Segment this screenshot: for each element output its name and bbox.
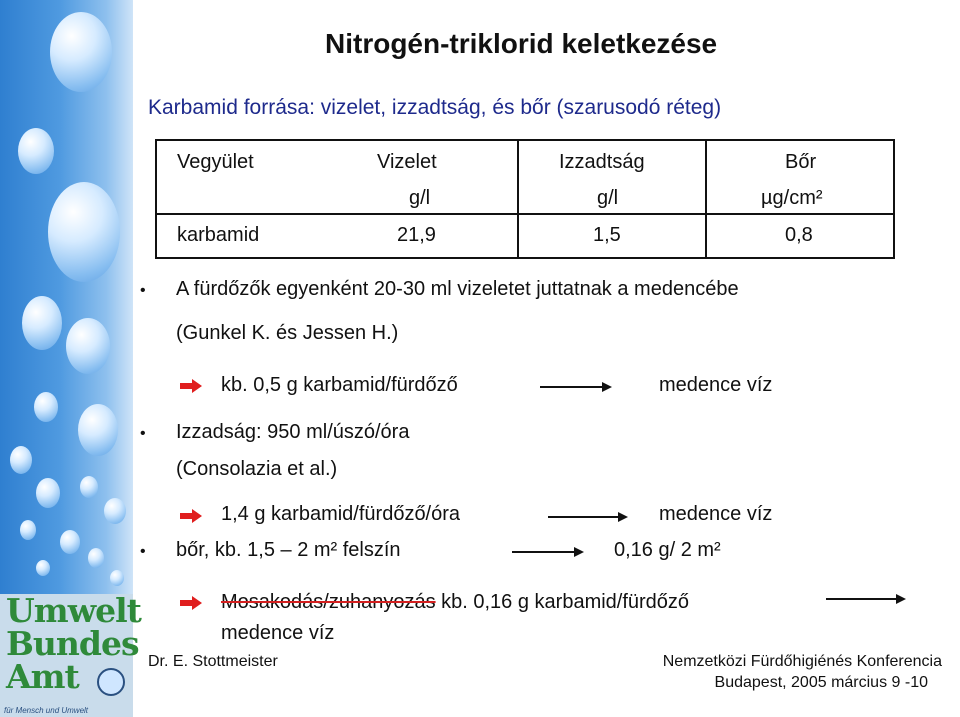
sub-sweat-target: medence víz [659, 503, 773, 525]
footer-author: Dr. E. Stottmeister [148, 653, 278, 670]
flow-arrow-icon [512, 546, 584, 558]
sub-urine-amount: kb. 0,5 g karbamid/fürdőző [221, 374, 458, 396]
logo-tagline: für Mensch und Umwelt [4, 706, 89, 715]
bubble-decoration [104, 498, 126, 524]
bubble-decoration [88, 548, 104, 568]
footer-place-date: Budapest, 2005 március 9 -10 [714, 674, 928, 691]
bullet-dot: • [140, 282, 146, 299]
table-cell: 21,9 [397, 224, 436, 246]
composition-table [155, 139, 895, 259]
bubble-decoration [110, 570, 124, 586]
sub-urine-target: medence víz [659, 374, 773, 396]
table-unit-cell: g/l [597, 187, 619, 209]
sub-sweat-amount: 1,4 g karbamid/fürdőző/óra [221, 503, 461, 525]
sub-shower-line [221, 591, 689, 614]
bubble-decoration [20, 520, 36, 540]
table-header-cell: Vegyület [177, 151, 254, 173]
red-arrow-icon [180, 379, 202, 393]
decorative-sidebar [0, 0, 141, 717]
bubble-decoration [78, 404, 118, 456]
table-unit-cell: g/l [409, 187, 431, 209]
logo-line-3: Amt [6, 657, 79, 696]
logo-line-2: Bundes [6, 624, 139, 663]
logo-line-1: Umwelt [6, 591, 141, 630]
bubble-decoration [10, 446, 32, 474]
table-header-cell: Bőr [785, 151, 817, 173]
bullet-skin-amount: 0,16 g/ 2 m² [614, 539, 721, 561]
red-arrow-icon [180, 596, 202, 610]
table-divider [517, 141, 519, 257]
table-cell: karbamid [177, 224, 260, 246]
bubble-decoration [50, 12, 112, 92]
sub-shower-target: medence víz [221, 622, 335, 644]
table-divider [157, 213, 893, 215]
bullet-urine-source: (Gunkel K. és Jessen H.) [176, 322, 399, 344]
table-header-cell: Vizelet [377, 151, 437, 173]
table-cell: 1,5 [593, 224, 621, 246]
table-unit-cell: µg/cm² [761, 187, 823, 209]
page-title: Nitrogén-triklorid keletkezése [325, 28, 718, 59]
bubble-decoration [18, 128, 54, 174]
table-header-cell: Izzadtság [559, 151, 645, 173]
struck-shower-text: Mosakodás/zuhanyozás [221, 591, 436, 613]
flow-arrow-icon [540, 381, 612, 393]
bubble-decoration [36, 478, 60, 508]
red-arrow-icon [180, 509, 202, 523]
bubble-decoration [80, 476, 98, 498]
bullet-sweat-text: Izzadság: 950 ml/úszó/óra [176, 421, 410, 443]
bubble-decoration [36, 560, 50, 576]
page-subtitle: Karbamid forrása: vizelet, izzadtság, és bőr (szarusodó réteg) [148, 96, 722, 119]
bullet-sweat-source: (Consolazia et al.) [176, 458, 338, 480]
umweltbundesamt-logo [0, 591, 141, 717]
flow-arrow-icon [826, 593, 906, 605]
flow-arrow-icon [548, 511, 628, 523]
shower-amount-text: kb. 0,16 g karbamid/fürdőző [435, 591, 690, 613]
bullet-urine-text: A fürdőzők egyenként 20-30 ml vizeletet juttatnak a medencébe [176, 278, 739, 300]
bubble-decoration [66, 318, 110, 374]
table-cell: 0,8 [785, 224, 813, 246]
bubble-decoration [60, 530, 80, 554]
globe-icon [97, 668, 125, 696]
bullet-dot: • [140, 543, 146, 560]
bubble-decoration [48, 182, 120, 282]
bubble-decoration [34, 392, 58, 422]
bullet-dot: • [140, 425, 146, 442]
bubble-decoration [22, 296, 62, 350]
bullet-skin-text: bőr, kb. 1,5 – 2 m² felszín [176, 539, 401, 561]
table-divider [705, 141, 707, 257]
footer-conference: Nemzetközi Fürdőhigiénés Konferencia [662, 653, 942, 670]
